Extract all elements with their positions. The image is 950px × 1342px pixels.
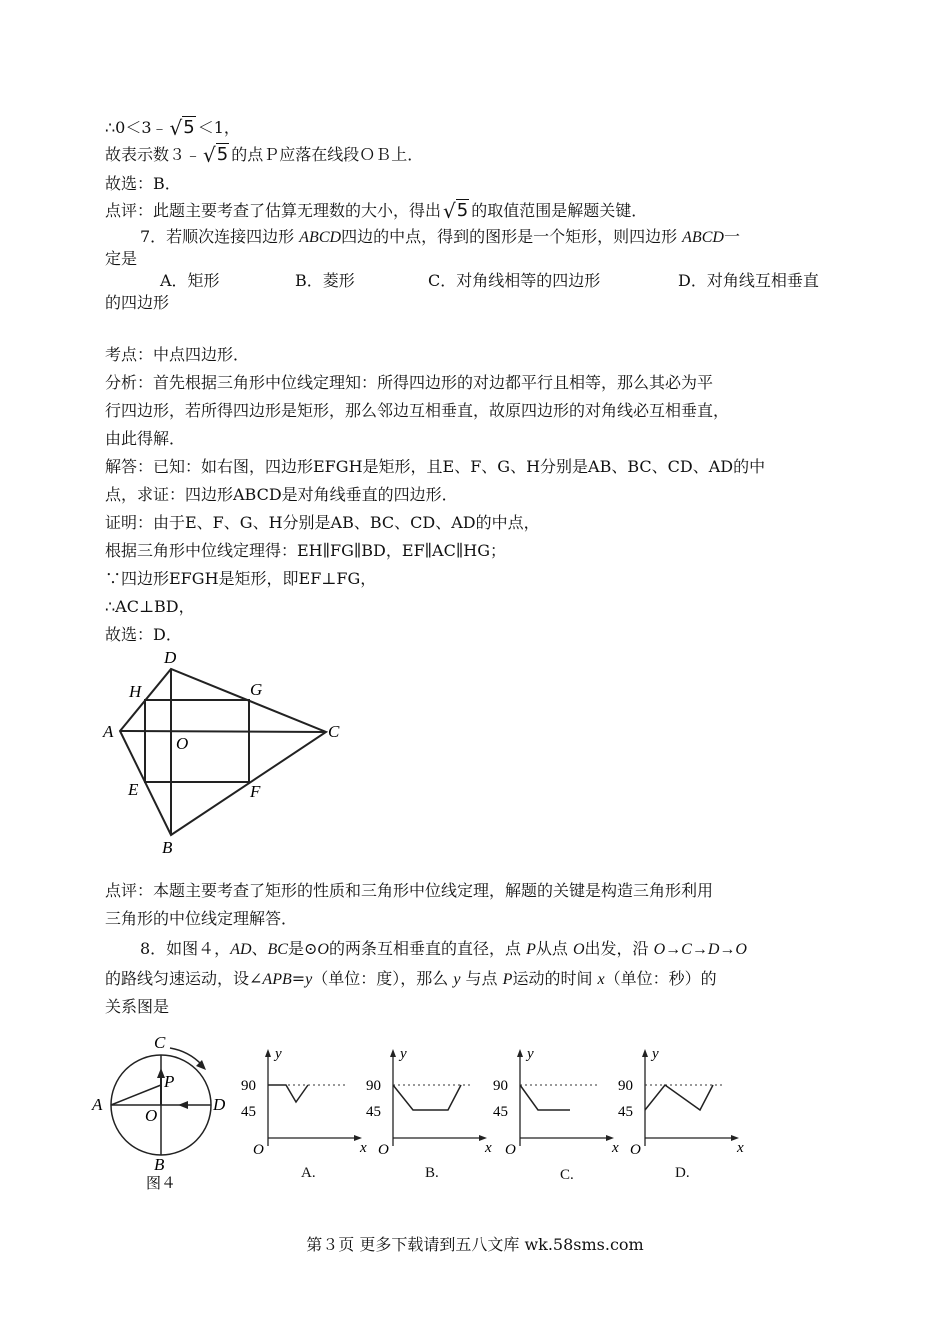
label-o: O bbox=[145, 1106, 158, 1125]
label-b: B bbox=[162, 838, 173, 857]
fenxi-1: 分析：首先根据三角形中位线定理知：所得四边形的对边都平行且相等，那么其必为平 bbox=[105, 373, 714, 392]
label-g: G bbox=[250, 680, 263, 699]
graph-a-x-label: x bbox=[360, 1140, 367, 1156]
line-4 bbox=[105, 201, 647, 221]
text: 运动的时间 bbox=[512, 969, 598, 988]
label-p: P bbox=[164, 1072, 175, 1091]
label-d: D bbox=[164, 648, 177, 667]
fenxi-2: 行四边形，若所得四边形是矩形，那么邻边互相垂直，故原四边形的对角线必互相垂直， bbox=[105, 401, 730, 420]
label-f: F bbox=[250, 782, 261, 801]
q7-option-c: C．对角线相等的四边形 bbox=[428, 271, 601, 290]
option-c-label: C. bbox=[560, 1167, 574, 1183]
text: 的取值范围是解题关键． bbox=[471, 201, 648, 220]
rectangle-efgh bbox=[145, 700, 249, 782]
graph-b-tick-45: 45 bbox=[366, 1104, 381, 1120]
graph-c-origin: O bbox=[505, 1142, 516, 1158]
dianping-1: 点评：本题主要考查了矩形的性质和三角形中位线定理，解题的关键是构造三角形利用 bbox=[105, 881, 714, 900]
kaodian: 考点：中点四边形． bbox=[105, 345, 250, 364]
text: 与点 bbox=[460, 969, 503, 988]
line-1 bbox=[105, 118, 240, 138]
graph-a-y-arrow bbox=[265, 1049, 271, 1057]
q7-line-1 bbox=[140, 227, 740, 248]
q7-option-b: B．菱形 bbox=[295, 271, 355, 290]
graph-a-curve bbox=[268, 1085, 308, 1102]
graph-b-x-label: x bbox=[485, 1140, 492, 1156]
line-3: 故选：B． bbox=[105, 174, 181, 193]
graph-c-y-arrow bbox=[517, 1049, 523, 1057]
sqrt-5: √5 bbox=[203, 143, 229, 167]
label-d: D bbox=[213, 1095, 226, 1114]
jieda-2: 点，求证：四边形ABCD是对角线垂直的四边形． bbox=[105, 485, 458, 504]
text: ∴0＜3﹣ bbox=[105, 118, 168, 137]
graph-a-origin: O bbox=[253, 1142, 264, 1158]
text: y bbox=[305, 971, 313, 988]
graph-c-tick-45: 45 bbox=[493, 1104, 508, 1120]
graph-b-y-arrow bbox=[390, 1049, 396, 1057]
sqrt-5: √5 bbox=[443, 199, 469, 223]
graph-c-tick-90: 90 bbox=[493, 1078, 508, 1094]
label-b: B bbox=[154, 1155, 165, 1174]
text: P bbox=[502, 971, 513, 988]
text: 出发，沿 bbox=[584, 939, 654, 958]
label-a: A bbox=[92, 1095, 103, 1114]
proof-2: 根据三角形中位线定理得：EH∥FG∥BD，EF∥AC∥HG； bbox=[105, 541, 506, 560]
q8-line-1 bbox=[140, 939, 747, 960]
q8-line-3: 关系图是 bbox=[105, 997, 170, 1016]
option-graphs bbox=[0, 1040, 950, 1190]
line-2 bbox=[105, 145, 423, 165]
graph-c-y-label: y bbox=[527, 1046, 534, 1062]
proof-5: 故选：D． bbox=[105, 625, 182, 644]
graph-c-x-label: x bbox=[612, 1140, 619, 1156]
text: ABCD bbox=[299, 229, 342, 246]
label-c: C bbox=[328, 722, 340, 741]
text: 四边的中点，得到的图形是一个矩形，则四边形 bbox=[341, 227, 683, 246]
q7-line-2: 定是 bbox=[105, 249, 138, 268]
option-a-label: A. bbox=[301, 1165, 316, 1181]
graph-d-tick-45: 45 bbox=[618, 1104, 633, 1120]
option-b-label: B. bbox=[425, 1165, 439, 1181]
proof-3: ∵四边形EFGH是矩形，即EF⊥FG， bbox=[105, 569, 377, 588]
text: （单位：秒）的 bbox=[604, 969, 717, 988]
dianping-2: 三角形的中位线定理解答． bbox=[105, 909, 298, 928]
text: APB bbox=[262, 971, 292, 988]
graph-d-y-arrow bbox=[642, 1049, 648, 1057]
text: 从点 bbox=[535, 939, 573, 958]
text: x bbox=[597, 971, 605, 988]
text: 是⊙ bbox=[287, 939, 318, 958]
text: y bbox=[453, 971, 461, 988]
q7-option-d: D．对角线互相垂直 bbox=[678, 271, 819, 290]
jieda-1: 解答：已知：如右图，四边形EFGH是矩形，且E、F、G、H分别是AB、BC、CD、AD的中 bbox=[105, 457, 766, 476]
graph-b-y-label: y bbox=[400, 1046, 407, 1062]
graph-b-tick-90: 90 bbox=[366, 1078, 381, 1094]
text: ＜1， bbox=[197, 118, 240, 137]
text: 的点Ｐ应落在线段ＯＢ上． bbox=[231, 145, 424, 164]
text: O bbox=[317, 941, 329, 958]
option-d-label: D. bbox=[675, 1165, 690, 1181]
graph-a-tick-45: 45 bbox=[241, 1104, 256, 1120]
proof-4: ∴AC⊥BD， bbox=[105, 597, 195, 616]
label-e: E bbox=[128, 780, 139, 799]
graph-a-tick-90: 90 bbox=[241, 1078, 256, 1094]
graph-d-tick-90: 90 bbox=[618, 1078, 633, 1094]
sqrt-5: √5 bbox=[169, 116, 195, 140]
graph-b-origin: O bbox=[378, 1142, 389, 1158]
text: 故表示数３﹣ bbox=[105, 145, 202, 164]
q8-line-2 bbox=[105, 969, 717, 990]
text: AD bbox=[230, 941, 252, 958]
text: O→C→D→O bbox=[653, 941, 747, 958]
label-o: O bbox=[176, 734, 189, 753]
graph-c-curve bbox=[520, 1085, 570, 1110]
text: 、 bbox=[251, 939, 268, 958]
graph-b-curve bbox=[393, 1085, 461, 1110]
graph-a-y-label: y bbox=[275, 1046, 282, 1062]
fenxi-3: 由此得解． bbox=[105, 429, 186, 448]
q7-option-d-cont: 的四边形 bbox=[105, 293, 170, 312]
label-a: A bbox=[103, 722, 114, 741]
label-h: H bbox=[129, 682, 142, 701]
figure-caption: 图４ bbox=[146, 1174, 177, 1192]
text: P bbox=[526, 941, 536, 958]
text: 7．若顺次连接四边形 bbox=[140, 227, 300, 246]
quadrilateral-figure bbox=[98, 645, 358, 860]
q7-option-a: A．矩形 bbox=[160, 271, 220, 290]
text: 8．如图４， bbox=[140, 939, 231, 958]
text: 的两条互相垂直的直径，点 bbox=[328, 939, 527, 958]
quadrilateral-abcd bbox=[120, 669, 326, 835]
page-footer: 第３页 更多下载请到五八文库 wk.58sms.com bbox=[306, 1235, 644, 1254]
graph-d-x-label: x bbox=[737, 1140, 744, 1156]
text: BC bbox=[267, 941, 288, 958]
text: 一 bbox=[723, 227, 740, 246]
graph-d-curve bbox=[645, 1085, 713, 1110]
text: = bbox=[291, 969, 306, 988]
proof-1: 证明：由于E、F、G、H分别是AB、BC、CD、AD的中点， bbox=[105, 513, 540, 532]
text: （单位：度），那么 bbox=[312, 969, 454, 988]
text: O bbox=[572, 941, 585, 958]
text: 的路线匀速运动，设∠ bbox=[105, 969, 263, 988]
graph-d-y-label: y bbox=[652, 1046, 659, 1062]
label-c: C bbox=[154, 1033, 166, 1052]
diagonal-ac bbox=[120, 731, 326, 732]
graph-d-origin: O bbox=[630, 1142, 641, 1158]
text: 点评：此题主要考查了估算无理数的大小，得出 bbox=[105, 201, 442, 220]
text: ABCD bbox=[682, 229, 724, 246]
